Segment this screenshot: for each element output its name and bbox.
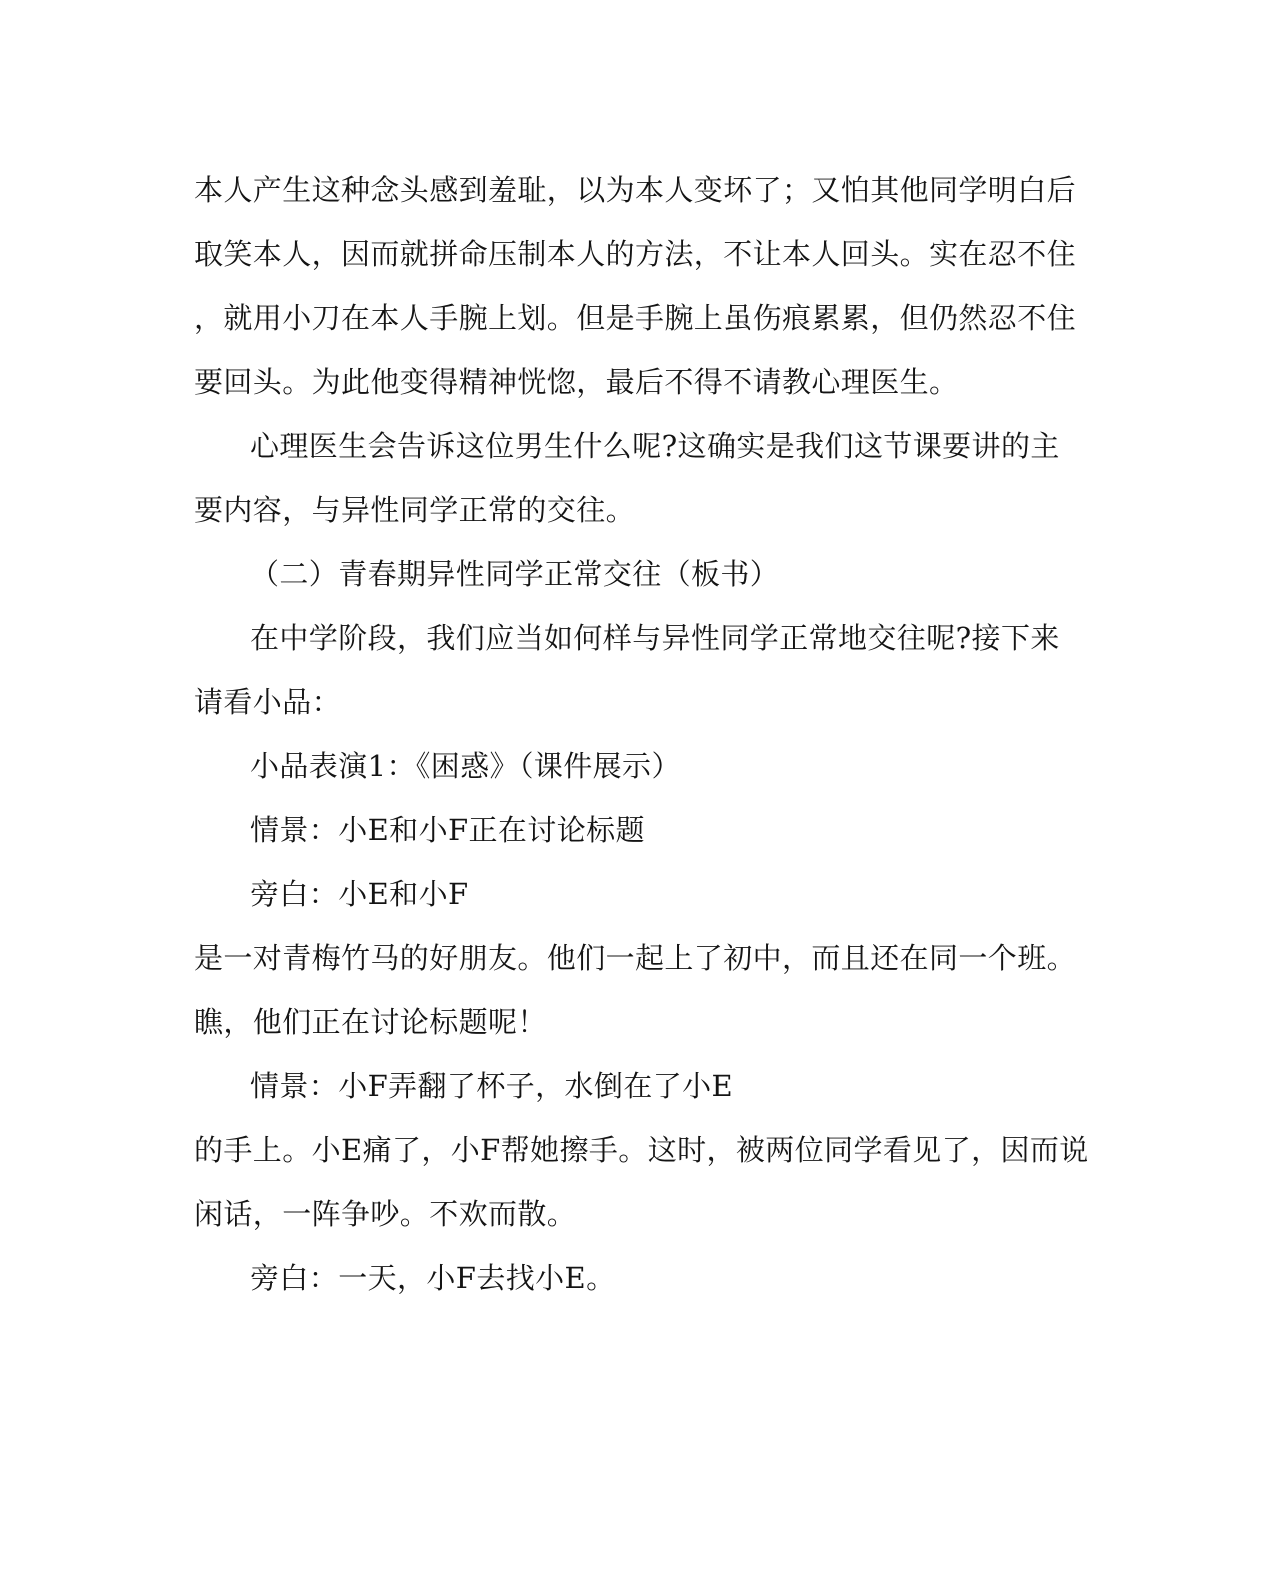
- text-line: 本人产生这种念头感到羞耻，以为本人变坏了；又怕其他同学明白后: [194, 173, 1077, 207]
- section-heading: （二）青春期异性同学正常交往（板书）: [250, 557, 780, 591]
- text-line: 是一对青梅竹马的好朋友。他们一起上了初中，而且还在同一个班。: [194, 941, 1077, 975]
- text-line: 要内容，与异性同学正常的交往。: [194, 493, 636, 527]
- narration-line: 旁白：小E和小F: [250, 877, 469, 911]
- text-line: 闲话，一阵争吵。不欢而散。: [194, 1197, 577, 1231]
- skit-title: 小品表演1：《困惑》（课件展示）: [250, 749, 681, 783]
- text-line: 的手上。小E痛了，小F帮她擦手。这时，被两位同学看见了，因而说: [194, 1133, 1089, 1167]
- text-line: 瞧，他们正在讨论标题呢！: [194, 1005, 547, 1039]
- paragraph-start: 心理医生会告诉这位男生什么呢?这确实是我们这节课要讲的主: [250, 429, 1060, 463]
- scene-line: 情景：小E和小F正在讨论标题: [250, 813, 645, 847]
- text-line: ，就用小刀在本人手腕上划。但是手腕上虽伤痕累累，但仍然忍不住: [194, 301, 1077, 335]
- text-line: 取笑本人，因而就拼命压制本人的方法，不让本人回头。实在忍不住: [194, 237, 1077, 271]
- paragraph-start: 在中学阶段，我们应当如何样与异性同学正常地交往呢?接下来: [250, 621, 1060, 655]
- text-line: 要回头。为此他变得精神恍惚，最后不得不请教心理医生。: [194, 365, 959, 399]
- text-line: 请看小品：: [194, 685, 342, 719]
- narration-line: 旁白：一天，小F去找小E。: [250, 1261, 616, 1295]
- scene-line: 情景：小F弄翻了杯子，水倒在了小E: [250, 1069, 734, 1103]
